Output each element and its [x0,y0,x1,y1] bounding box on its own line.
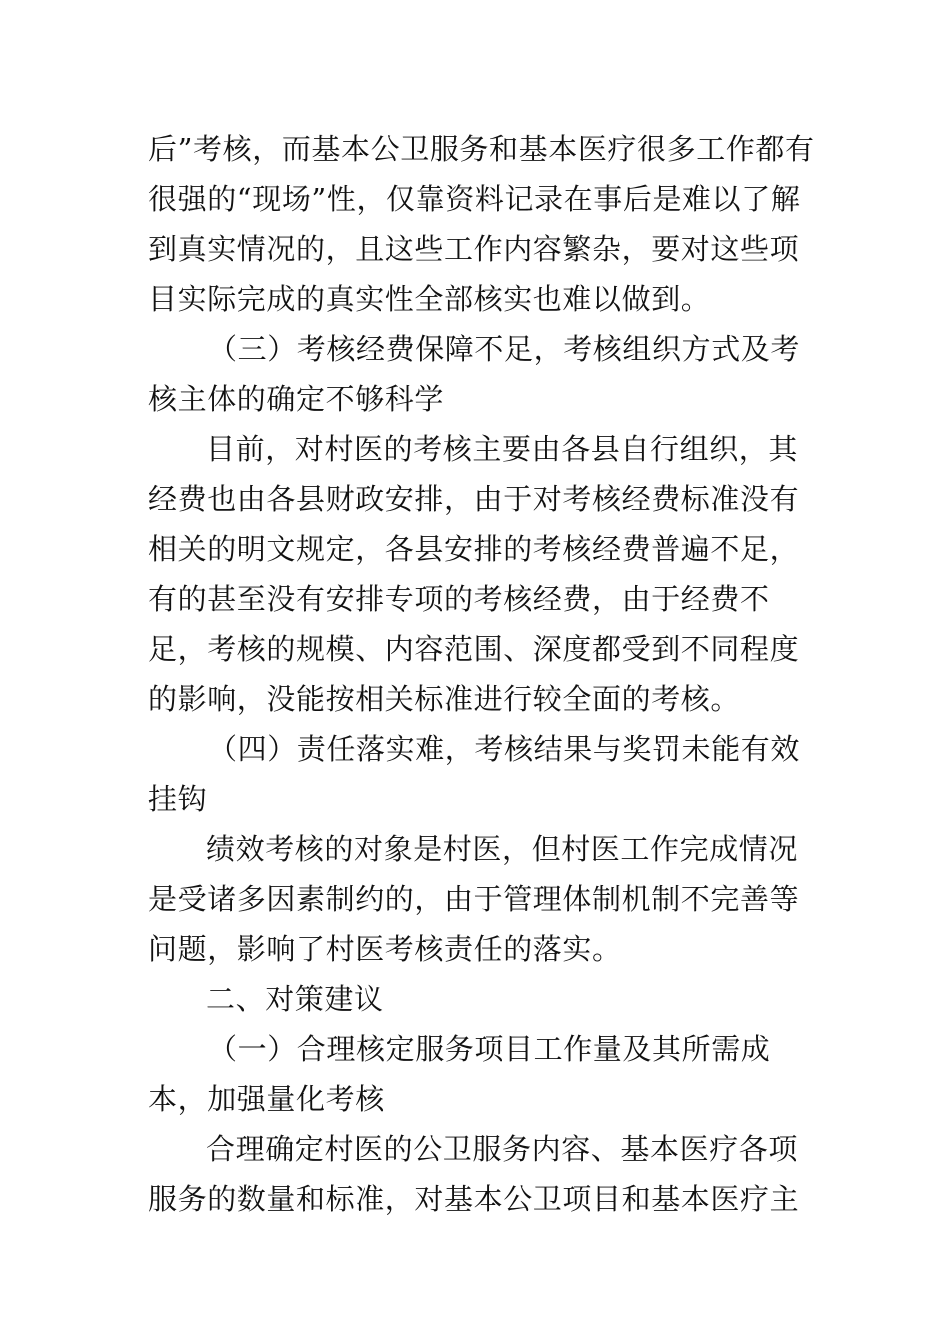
body-text-line: 经费也由各县财政安排，由于对考核经费标准没有 [148,482,800,516]
body-text-line: 是受诸多因素制约的，由于管理体制机制不完善等 [148,882,800,916]
chapter-heading: 二、对策建议 [206,982,384,1016]
section-heading-3: （三）考核经费保障不足，考核组织方式及考 [208,332,801,366]
body-text-line: 后”考核，而基本公卫服务和基本医疗很多工作都有 [148,132,815,166]
section-heading-4: （四）责任落实难，考核结果与奖罚未能有效 [208,732,801,766]
body-text-line: 相关的明文规定，各县安排的考核经费普遍不足， [148,532,800,566]
body-text-line: 绩效考核的对象是村医，但村医工作完成情况 [206,832,799,866]
body-text-line: 的影响，没能按相关标准进行较全面的考核。 [148,682,741,716]
body-text-line: 服务的数量和标准，对基本公卫项目和基本医疗主 [148,1182,800,1216]
body-text-line: 合理确定村医的公卫服务内容、基本医疗各项 [206,1132,799,1166]
section-heading-4-cont: 挂钩 [148,782,208,816]
section-heading-1: （一）合理核定服务项目工作量及其所需成 [208,1032,771,1066]
body-text-line: 到真实情况的，且这些工作内容繁杂，要对这些项 [148,232,800,266]
body-text-line: 问题，影响了村医考核责任的落实。 [148,932,622,966]
body-text-line: 很强的“现场”性，仅靠资料记录在事后是难以了解 [148,182,801,216]
body-text-line: 有的甚至没有安排专项的考核经费，由于经费不 [148,582,770,616]
section-heading-1-cont: 本，加强量化考核 [148,1082,385,1116]
body-text-line: 目实际完成的真实性全部核实也难以做到。 [148,282,711,316]
body-text-line: 足，考核的规模、内容范围、深度都受到不同程度 [148,632,800,666]
section-heading-3-cont: 核主体的确定不够科学 [148,382,445,416]
body-text-line: 目前，对村医的考核主要由各县自行组织，其 [206,432,799,466]
